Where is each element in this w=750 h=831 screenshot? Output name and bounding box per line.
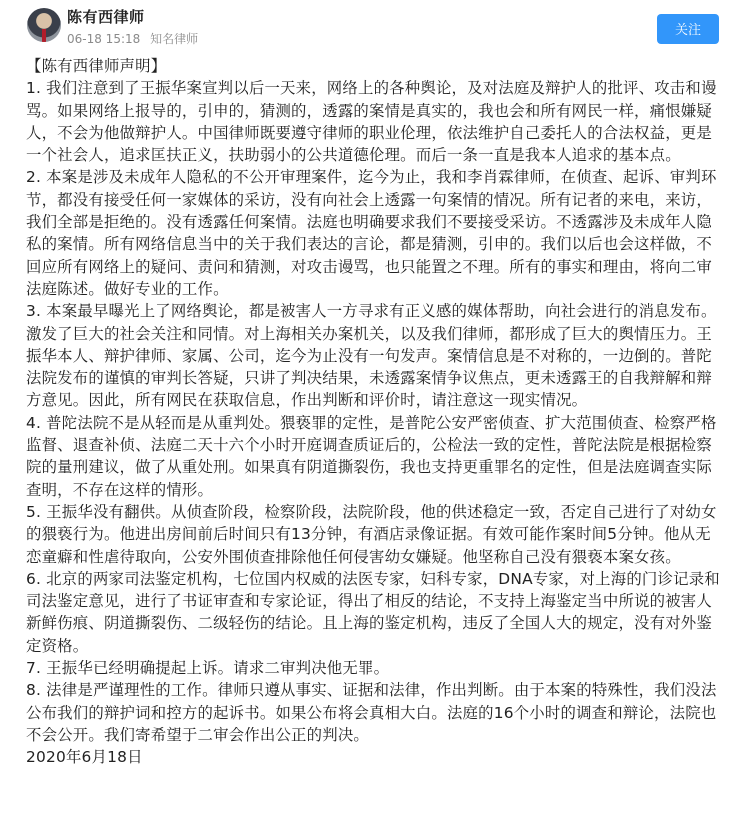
paragraph-3: 3. 本案最早曝光上了网络舆论，都是被害人一方寻求有正义感的媒体帮助，向社会进行的消息发布。激发了巨大的社会关注和同情。对上海相关办案机关，以及我们律师，都形成了巨大的舆情压力。王振华本人、辩护律师、家属、公司，迄今为止没有一句发声。案情信息是不对称的，一边倒的。普陀法院发布的谨慎的审判长答疑，只讲了判决结果，未透露案情争议焦点，更未透露王的自我辩解和辩方意见。因此，所有网民在获取信息，作出判断和评价时，请注意这一现实情况。 xyxy=(26,302,717,410)
author-title: 知名律师 xyxy=(150,32,199,46)
paragraph-8: 8. 法律是严谨理性的工作。律师只遵从事实、证据和法律，作出判断。由于本案的特殊性，我们没法公布我们的辩护词和控方的起诉书。如果公布将会真相大白。法庭的16个小时的调查和辩论，法院也不会公开。我们寄希望于二审会作出公正的判决。 xyxy=(26,681,717,744)
post-meta xyxy=(67,30,204,47)
paragraph-1: 1. 我们注意到了王振华案宣判以后一天来，网络上的各种舆论，及对法庭及辩护人的批评、攻击和谩骂。如果网络上报导的，引申的，猜测的，透露的案情是真实的，我也会和所有网民一样，痛恨嫌疑人，不会为他做辩护人。中国律师既要遵守律师的职业伦理，依法维护自己委托人的合法权益，更是一个社会人，追求匡扶正义，扶助弱小的公共道德伦理。而后一条一直是我本人追求的基本点。 xyxy=(26,79,717,165)
paragraph-2: 2. 本案是涉及未成年人隐私的不公开审理案件，迄今为止，我和李肖霖律师，在侦查、起诉、审判环节，都没有接受任何一家媒体的采访，没有向社会上透露一句案情的情况。所有记者的来电，来访，我们全部是拒绝的。没有透露任何案情。法庭也明确要求我们不要接受采访。不透露涉及未成年人隐私的案情。所有网络信息当中的关于我们表达的言论，都是猜测，引申的。我们以后也会这样做，不回应所有网络上的疑问、责问和猜测，对攻击谩骂，也只能置之不理。所有的事实和理由，将向二审法庭陈述。做好专业的工作。 xyxy=(26,168,717,298)
paragraph-7: 7. 王振华已经明确提起上诉。请求二审判决他无罪。 xyxy=(26,659,390,678)
paragraph-6: 6. 北京的两家司法鉴定机构，七位国内权威的法医专家，妇科专家，DNA专家，对上海的门诊记录和司法鉴定意见，进行了书证审查和专家论证，得出了相反的结论，不支持上海鉴定当中所说的被害人新鲜伤痕、阴道撕裂伤、二级轻伤的结论。且上海的鉴定机构，违反了全国人大的规定，没有对外鉴定资格。 xyxy=(26,569,720,655)
avatar-portrait-icon xyxy=(42,29,46,42)
paragraph-5: 5. 王振华没有翻供。从侦查阶段，检察阶段，法院阶段，他的供述稳定一致，否定自己进行了对幼女的猥亵行为。他进出房间前后时间只有13分钟，有酒店录像证据。有效可能作案时间5分钟。他从无恋童癖和性虐待取向，公安外围侦查排除他任何侵害幼女嫌疑。他坚称自己没有猥亵本案女孩。 xyxy=(26,502,717,566)
post-header xyxy=(0,0,750,56)
post-heading: 【陈有西律师声明】 xyxy=(26,57,167,75)
post-date: 2020年6月18日 xyxy=(26,748,143,767)
author-name[interactable]: 陈有西律师 xyxy=(67,8,145,26)
follow-button[interactable]: 关注 xyxy=(657,14,719,44)
post-timestamp: 06-18 15:18 xyxy=(67,32,141,46)
post-body xyxy=(26,55,726,769)
paragraph-4: 4. 普陀法院不是从轻而是从重判处。猥亵罪的定性，是普陀公安严密侦查、扩大范围侦查、检察严格监督、退查补侦、法庭二天十六个小时开庭调查质证后的，公检法一致的定性，普陀法院是根据检察院的量刑建议，做了从重处刑。如果真有阴道撕裂伤，我也支持更重罪名的定性，但是法庭调查实际查明，不存在这样的情形。 xyxy=(26,413,717,499)
author-avatar[interactable] xyxy=(27,8,61,42)
